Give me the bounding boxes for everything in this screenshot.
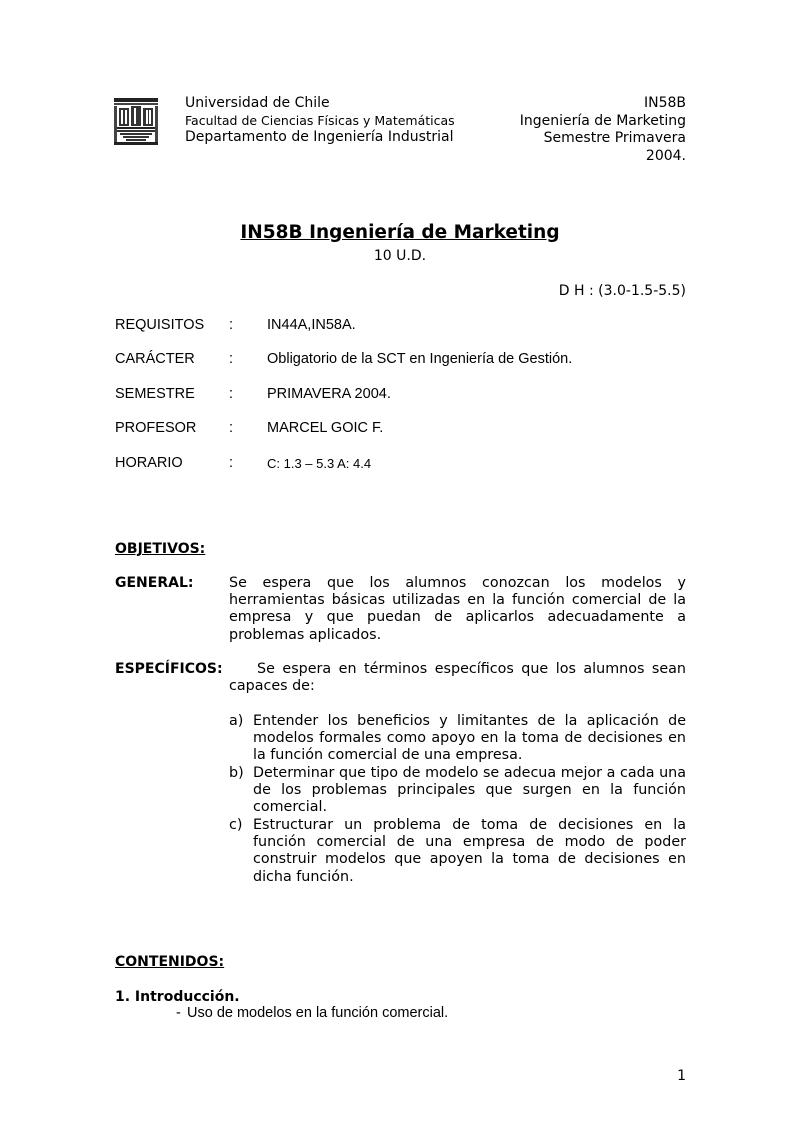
field-key: REQUISITOS [115, 317, 205, 333]
course-name: Ingeniería de Marketing [519, 112, 686, 129]
list-text: Entender los beneficios y limitantes de la aplicación de modelos formales como apoyo en la toma de decisiones en la función comercial de una empresa. [253, 713, 686, 764]
faculty-name: Facultad de Ciencias Físicas y Matemáticas [185, 113, 455, 128]
field-key: HORARIO [115, 455, 183, 471]
section-1-title: 1. Introducción. [115, 989, 240, 1005]
field-key: SEMESTRE [115, 386, 195, 402]
course-code: IN58B [643, 95, 686, 111]
objetivos-heading: OBJETIVOS: [115, 541, 206, 557]
dh-hours: D H : (3.0-1.5-5.5) [558, 283, 686, 299]
contenidos-heading: CONTENIDOS: [115, 954, 225, 970]
year: 2004. [645, 147, 686, 164]
document-subtitle: 10 U.D. [373, 248, 427, 264]
dash-marker: - [176, 1005, 181, 1021]
list-text: Determinar que tipo de modelo se adecua mejor a cada una de los problemas principales que surgen en la función comercial. [253, 765, 686, 816]
department-name: Departamento de Ingeniería Industrial [185, 129, 454, 145]
field-key: CARÁCTER [115, 351, 195, 367]
field-separator: : [229, 386, 234, 402]
field-key: PROFESOR [115, 420, 197, 436]
list-marker: c) [229, 817, 243, 833]
list-marker: b) [229, 765, 244, 781]
especificos-intro: Se espera en términos específicos que los alumnos sean capaces de: [229, 661, 686, 695]
university-name: Universidad de Chile [185, 95, 330, 111]
field-separator: : [229, 420, 234, 436]
page-number: 1 [677, 1068, 686, 1084]
field-value: Obligatorio de la SCT en Ingeniería de Gestión. [267, 351, 573, 367]
field-value: C: 1.3 – 5.3 A: 4.4 [267, 456, 372, 471]
general-label: GENERAL: [115, 575, 194, 591]
field-value: IN44A,IN58A. [267, 317, 356, 333]
field-value: MARCEL GOIC F. [267, 420, 384, 436]
institution-block [185, 95, 455, 146]
university-building-logo-icon [113, 96, 159, 146]
especificos-label: ESPECÍFICOS: [115, 661, 223, 677]
list-marker: a) [229, 713, 244, 729]
field-separator: : [229, 317, 234, 333]
document-title: IN58B Ingeniería de Marketing [240, 222, 560, 243]
field-separator: : [229, 351, 234, 367]
section-1-item [176, 1005, 449, 1021]
general-text: Se espera que los alumnos conozcan los modelos y herramientas básicas utilizadas en la función comercial de la empresa y que puedan de aplicarlos adecuadamente a problemas aplicados. [229, 575, 686, 643]
field-separator: : [229, 455, 234, 471]
field-value: PRIMAVERA 2004. [267, 386, 391, 402]
course-info-block [520, 95, 686, 165]
semester: Semestre Primavera [543, 130, 686, 146]
list-text: Estructurar un problema de toma de decisiones en la función comercial de una empresa de modo de poder construir modelos que apoyen la toma de decisiones en dicha función. [253, 817, 686, 885]
section-1-item-text: Uso de modelos en la función comercial. [187, 1005, 449, 1021]
